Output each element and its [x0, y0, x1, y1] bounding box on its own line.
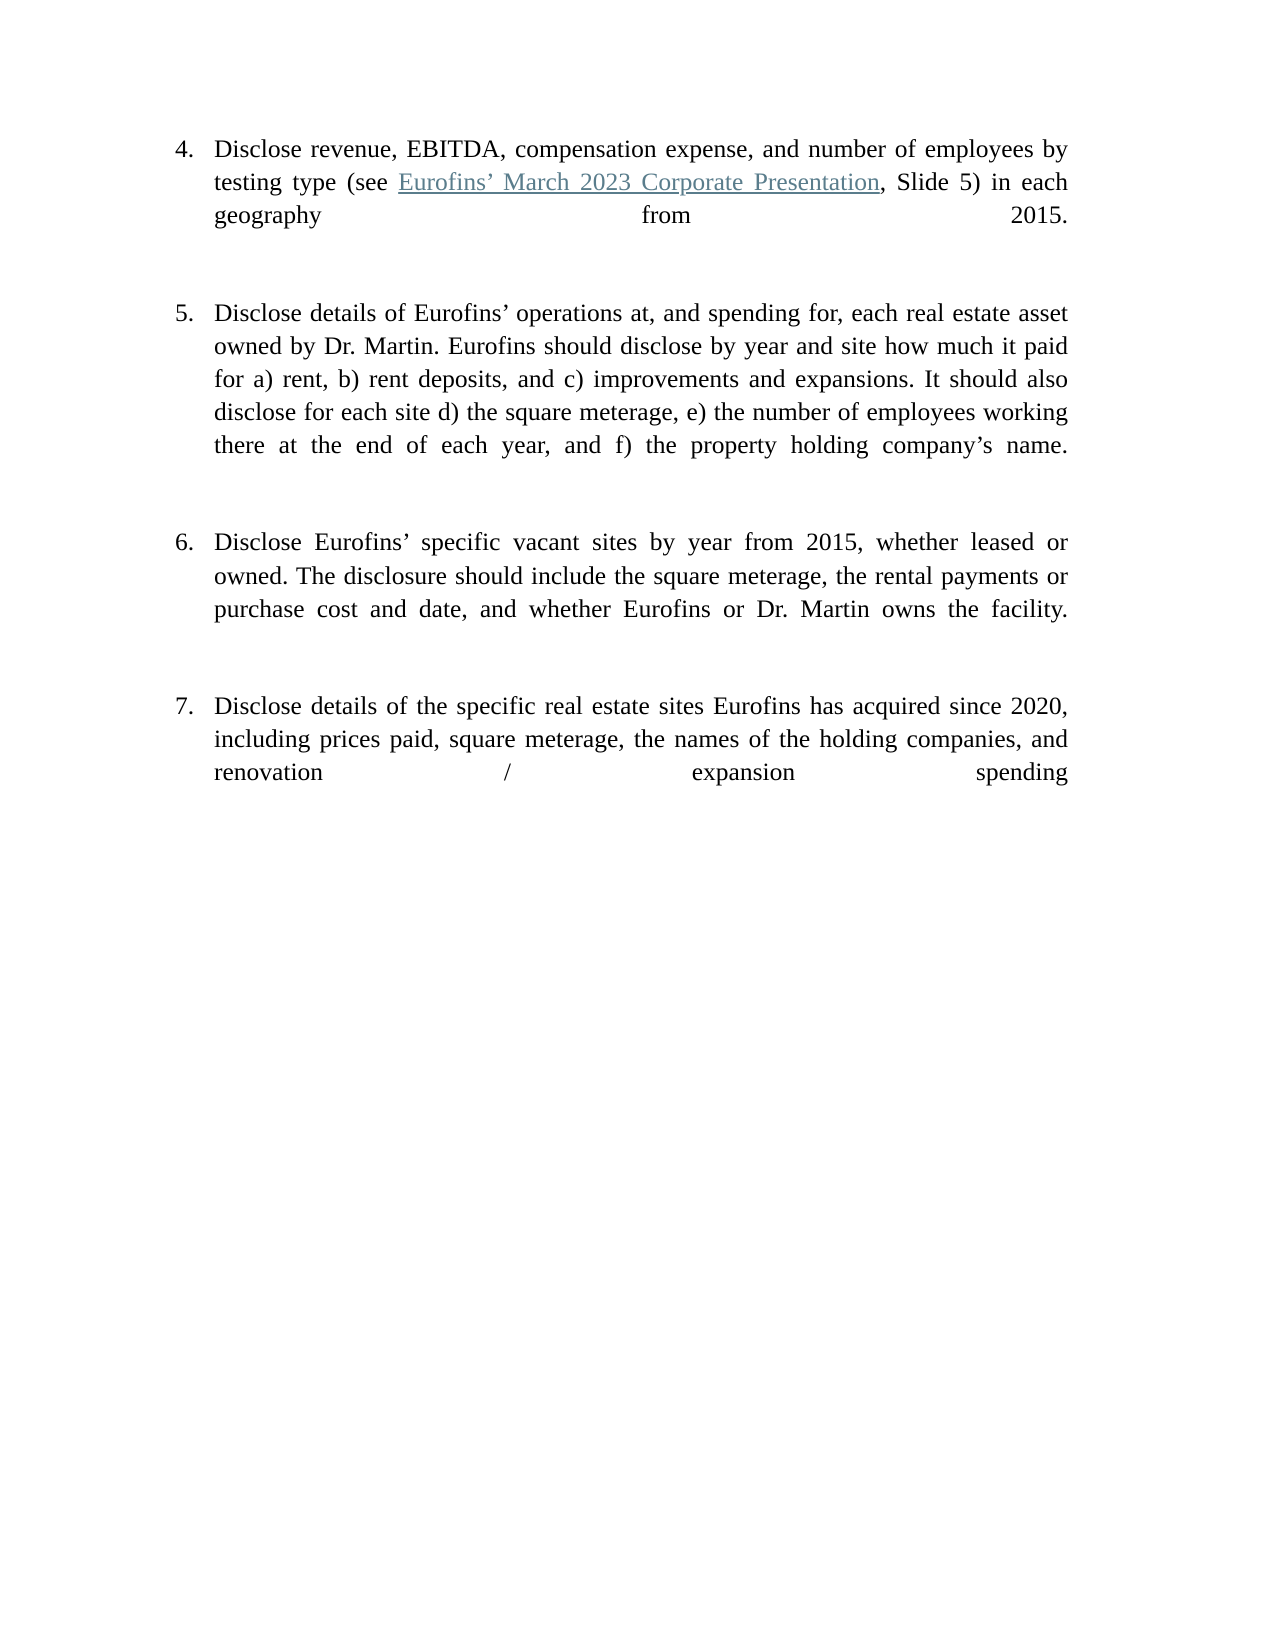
- list-item-text: [214, 132, 1068, 265]
- numbered-list: [168, 132, 1068, 822]
- list-item-4: [168, 132, 1068, 265]
- list-item-number: 6.: [175, 527, 195, 557]
- list-item-5: [168, 296, 1068, 495]
- list-item-6: [168, 525, 1068, 658]
- list-item-7: [168, 689, 1068, 822]
- document-body: [168, 132, 1068, 822]
- list-item-text: Disclose Eurofins’ specific vacant sites by year from 2015, whether leased or owned. The disclosure should include the square meterage, the rental payments or purchase cost and date, and whether Eurofins or Dr. Martin owns the facility.: [214, 527, 1068, 623]
- list-item-text-after-link: , Slide 5) in each geography from 2015.: [214, 167, 1068, 230]
- list-item-text: Disclose details of Eurofins’ operations at, and spending for, each real estate asset owned by Dr. Martin. Eurofins should disclose by year and site how much it paid for a) rent, b) rent deposits, and c) improvements and expansions. It should also disclose for each site d) the square meterage, e) the number of employees working there at the end of each year, and f) the property holding company’s name.: [214, 297, 1068, 460]
- list-item-number: 7.: [175, 690, 195, 720]
- list-item-number: 4.: [175, 134, 195, 163]
- list-item-text-before-link: Disclose revenue, EBITDA, compensation expense, and number of employees by testing type (see: [214, 134, 1068, 197]
- eurofins-presentation-link[interactable]: Eurofins’ March 2023 Corporate Presentation: [398, 167, 880, 197]
- list-item-text: Disclose details of the specific real estate sites Eurofins has acquired since 2020, including prices paid, square meterage, the names of the holding companies, and renovation / expansion spending: [214, 690, 1068, 787]
- list-item-number: 5.: [175, 297, 195, 327]
